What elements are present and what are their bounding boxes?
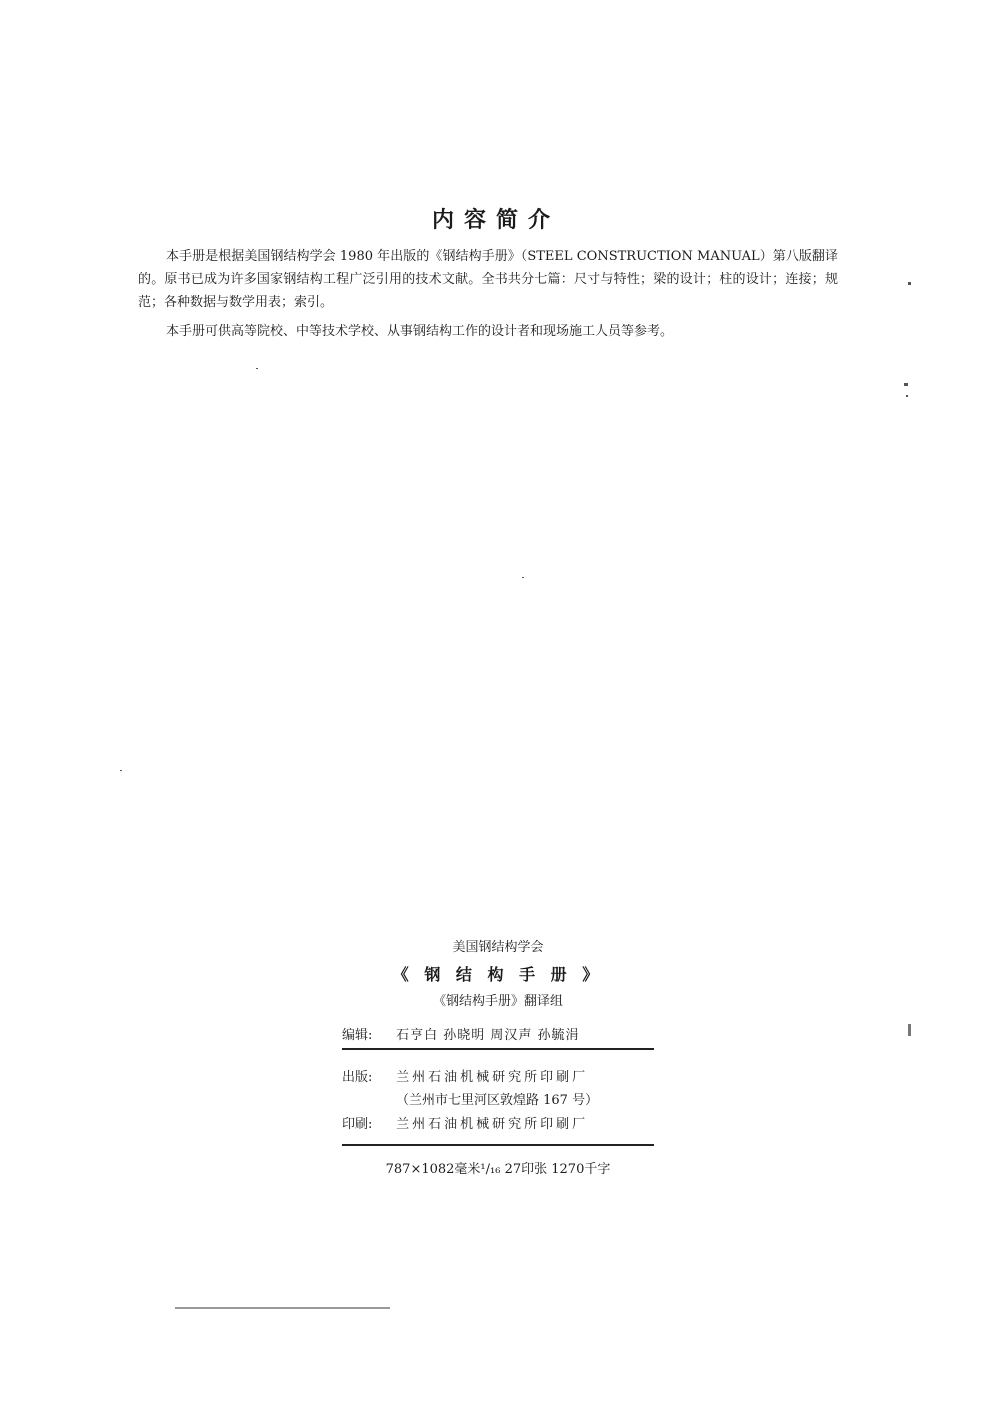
scan-speck [908,1024,911,1036]
scan-speck [256,368,258,369]
printer-label: 印刷: [342,1117,373,1132]
book-title: 《 钢 结 构 手 册 》 [392,965,604,984]
colophon-rule-bottom [342,1144,654,1146]
editors-label: 编辑: [342,1028,373,1043]
scan-speck [906,395,908,397]
scan-speck [904,383,908,386]
scan-speck [522,577,524,578]
publisher-label: 出版: [342,1070,373,1085]
publisher-address: （兰州市七里河区敦煌路 167 号） [396,1093,599,1108]
colophon-rule-top [342,1048,654,1050]
printer-row [342,1113,654,1132]
author-org: 美国钢结构学会 [452,940,544,955]
summary-heading: 内容简介 [431,208,560,233]
printer-name: 兰州石油机械研究所印刷厂 [396,1117,589,1132]
translator: 《钢结构手册》翻译组 [432,994,563,1009]
editors-row [342,1024,654,1043]
scan-speck [120,770,122,771]
publisher-row [342,1066,654,1085]
scan-dash-line [175,1307,390,1309]
editors-names: 石亨白 孙晓明 周汉声 孙毓涓 [396,1028,580,1043]
scan-speck [908,282,911,285]
print-specs: 787×1082毫米¹/₁₆ 27印张 1270千字 [385,1162,611,1177]
summary-paragraph-1: 本手册是根据美国钢结构学会 1980 年出版的《钢结构手册》（STEEL CONSTRUCTION MANUAL）第八版翻译的。原书已成为许多国家钢结构工程广泛引用的技术文献。全书共分七篇：尺寸与特性；梁的设计；柱的设计；连接；规范；各种数据与数学用表；索引。 [138,249,838,310]
publisher-name: 兰州石油机械研究所印刷厂 [396,1070,589,1085]
summary-paragraph-2: 本手册可供高等院校、中等技术学校、从事钢结构工作的设计者和现场施工人员等参考。 [166,324,674,339]
